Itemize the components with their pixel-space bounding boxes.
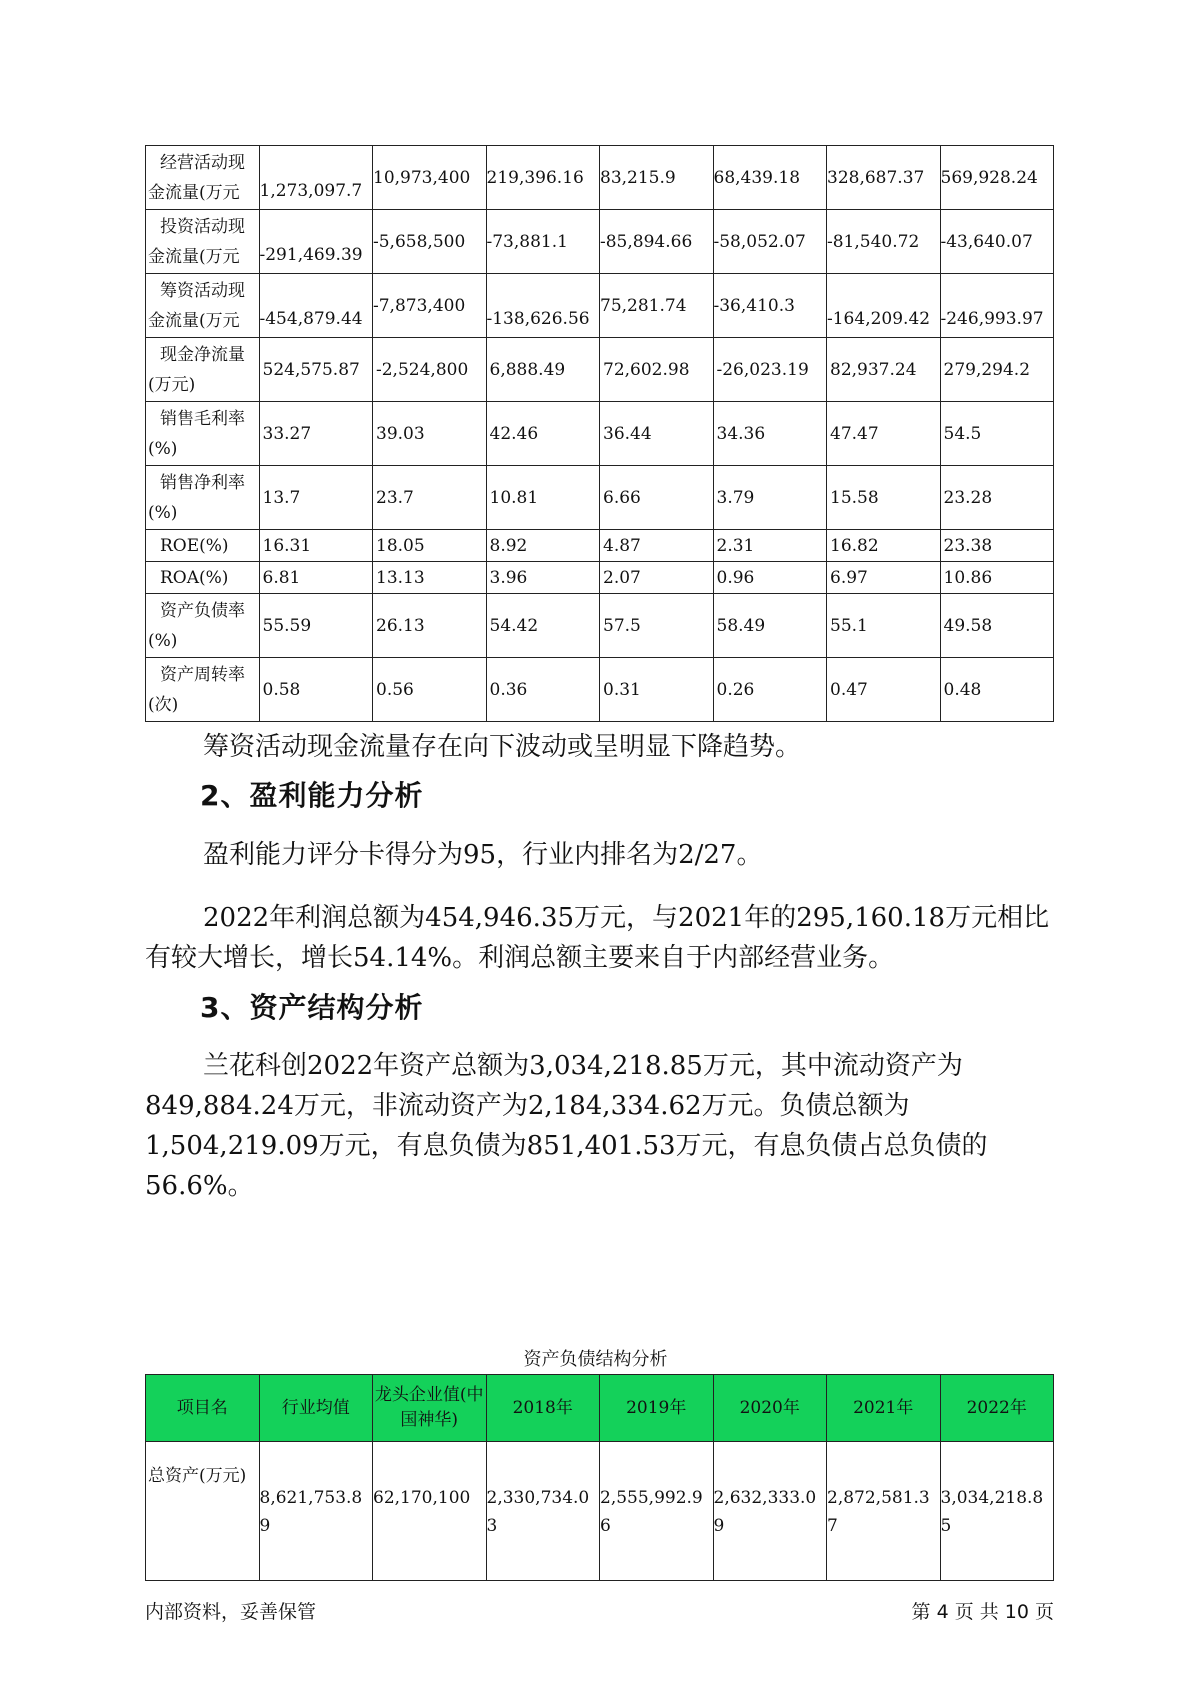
table-cell: 75,281.74 — [600, 274, 714, 338]
paragraph-profit-score: 盈利能力评分卡得分为95，行业内排名为2/27。 — [203, 840, 763, 870]
table-row — [146, 338, 1054, 402]
table-cell: 16.31 — [259, 530, 373, 562]
table-row — [146, 530, 1054, 562]
row-label — [146, 402, 260, 466]
header-cell: 2021年 — [827, 1375, 941, 1442]
table-cell: 3,034,218.85 — [940, 1442, 1054, 1581]
table-cell: 0.36 — [486, 658, 600, 722]
row-label-line: (%) — [148, 630, 178, 651]
table-row — [146, 466, 1054, 530]
row-label-line: 资产负债率 — [160, 600, 245, 621]
table-cell: 3.96 — [486, 562, 600, 594]
table-cell: 68,439.18 — [713, 146, 827, 210]
row-label-line: ROA(%) — [160, 567, 229, 588]
table-row — [146, 402, 1054, 466]
table-cell: 2,872,581.37 — [827, 1442, 941, 1581]
table-cell: -58,052.07 — [713, 210, 827, 274]
table-cell: 2,555,992.96 — [600, 1442, 714, 1581]
row-label — [146, 146, 260, 210]
header-cell: 行业均值 — [259, 1375, 373, 1442]
row-label — [146, 658, 260, 722]
table-cell: 23.38 — [940, 530, 1054, 562]
paragraph-total-profit: 2022年利润总额为454,946.35万元，与2021年的295,160.18万元相比有较大增长，增长54.14%。利润总额主要来自于内部经营业务。 — [145, 903, 1050, 973]
row-label-line: 销售净利率 — [160, 472, 245, 493]
row-label — [146, 274, 260, 338]
table-cell: 55.1 — [827, 594, 941, 658]
row-label — [146, 562, 260, 594]
table-cell: 23.7 — [373, 466, 487, 530]
table-cell: 83,215.9 — [600, 146, 714, 210]
table-cell: 0.47 — [827, 658, 941, 722]
table-cell: 2,330,734.03 — [486, 1442, 600, 1581]
table-cell: 10.81 — [486, 466, 600, 530]
table-row — [146, 1442, 1054, 1581]
table-cell: 49.58 — [940, 594, 1054, 658]
table-cell: 0.48 — [940, 658, 1054, 722]
table-row — [146, 562, 1054, 594]
table-header-row — [146, 1375, 1054, 1442]
table-cell: -291,469.39 — [259, 210, 373, 274]
table-cell: 0.58 — [259, 658, 373, 722]
row-label-line: 金流量(万元 — [148, 182, 240, 203]
table-cell: 34.36 — [713, 402, 827, 466]
row-label — [146, 466, 260, 530]
table-cell: -454,879.44 — [259, 274, 373, 338]
header-cell: 2019年 — [600, 1375, 714, 1442]
table-cell: 8.92 — [486, 530, 600, 562]
row-label — [146, 210, 260, 274]
table-cell: 54.42 — [486, 594, 600, 658]
table-cell: 0.26 — [713, 658, 827, 722]
table-cell: -26,023.19 — [713, 338, 827, 402]
table-cell: 6,888.49 — [486, 338, 600, 402]
balance-structure-table — [145, 1374, 1054, 1581]
table-cell: 3.79 — [713, 466, 827, 530]
table-cell: -5,658,500 — [373, 210, 487, 274]
row-label — [146, 338, 260, 402]
table-cell: -43,640.07 — [940, 210, 1054, 274]
section-heading-profitability: 2、盈利能力分析 — [200, 779, 424, 812]
table-cell: 2.31 — [713, 530, 827, 562]
table-cell: 36.44 — [600, 402, 714, 466]
row-label-line: 筹资活动现 — [160, 280, 245, 301]
table-cell: 10.86 — [940, 562, 1054, 594]
section-heading-asset-structure: 3、资产结构分析 — [200, 991, 424, 1024]
row-label-line: 销售毛利率 — [160, 408, 245, 429]
table-cell: 16.82 — [827, 530, 941, 562]
header-cell: 2022年 — [940, 1375, 1054, 1442]
table-cell: 47.47 — [827, 402, 941, 466]
table-row — [146, 658, 1054, 722]
table-cell: 328,687.37 — [827, 146, 941, 210]
table-cell: 26.13 — [373, 594, 487, 658]
row-label: 总资产(万元) — [146, 1442, 260, 1581]
row-label-line: 资产周转率 — [160, 664, 245, 685]
table-cell: 0.56 — [373, 658, 487, 722]
table-cell: 2.07 — [600, 562, 714, 594]
table-cell: 33.27 — [259, 402, 373, 466]
table-cell: 279,294.2 — [940, 338, 1054, 402]
table-row — [146, 274, 1054, 338]
table-cell: -7,873,400 — [373, 274, 487, 338]
table-cell: -138,626.56 — [486, 274, 600, 338]
footer-page-number: 第 4 页 共 10 页 — [911, 1601, 1054, 1623]
financial-indicators-table — [145, 145, 1054, 722]
table-cell: 18.05 — [373, 530, 487, 562]
table-cell: 524,575.87 — [259, 338, 373, 402]
table-row — [146, 210, 1054, 274]
table-cell: 6.97 — [827, 562, 941, 594]
table-cell: -36,410.3 — [713, 274, 827, 338]
row-label-line: 金流量(万元 — [148, 310, 240, 331]
table-cell: 6.66 — [600, 466, 714, 530]
paragraph-asset-summary: 兰花科创2022年资产总额为3,034,218.85万元，其中流动资产为849,884.24万元，非流动资产为2,184,334.62万元。负债总额为1,504,219.09万元，有息负债为851,401.53万元，有息负债占总负债的56.6%。 — [145, 1051, 988, 1201]
table-cell: 58.49 — [713, 594, 827, 658]
row-label-line: (%) — [148, 438, 178, 459]
table-cell: 57.5 — [600, 594, 714, 658]
row-label-line: ROE(%) — [160, 535, 229, 556]
header-cell: 项目名 — [146, 1375, 260, 1442]
table-cell: 10,973,400 — [373, 146, 487, 210]
table-cell: 8,621,753.89 — [259, 1442, 373, 1581]
table-cell: 569,928.24 — [940, 146, 1054, 210]
row-label-line: 金流量(万元 — [148, 246, 240, 267]
table-cell: 4.87 — [600, 530, 714, 562]
row-label-line: 现金净流量 — [160, 344, 245, 365]
header-cell: 2020年 — [713, 1375, 827, 1442]
table-cell: 219,396.16 — [486, 146, 600, 210]
table-cell: 55.59 — [259, 594, 373, 658]
row-label — [146, 594, 260, 658]
paragraph-financing-trend: 筹资活动现金流量存在向下波动或呈明显下降趋势。 — [203, 732, 802, 762]
header-cell: 龙头企业值(中国神华) — [373, 1375, 487, 1442]
table-cell: 54.5 — [940, 402, 1054, 466]
table-row — [146, 146, 1054, 210]
table-cell: 6.81 — [259, 562, 373, 594]
table-cell: 72,602.98 — [600, 338, 714, 402]
row-label — [146, 530, 260, 562]
table-cell: 23.28 — [940, 466, 1054, 530]
table-cell: 13.7 — [259, 466, 373, 530]
table-cell: -73,881.1 — [486, 210, 600, 274]
table-cell: -85,894.66 — [600, 210, 714, 274]
table-cell: -81,540.72 — [827, 210, 941, 274]
table-row — [146, 594, 1054, 658]
footer-confidential-note: 内部资料，妥善保管 — [145, 1601, 317, 1623]
table-cell: 62,170,100 — [373, 1442, 487, 1581]
table-cell: 1,273,097.7 — [259, 146, 373, 210]
header-cell: 2018年 — [486, 1375, 600, 1442]
row-label-line: (万元) — [148, 374, 196, 395]
table-cell: 0.96 — [713, 562, 827, 594]
table-cell: 42.46 — [486, 402, 600, 466]
row-label-line: (%) — [148, 502, 178, 523]
table-cell: -164,209.42 — [827, 274, 941, 338]
table-cell: -2,524,800 — [373, 338, 487, 402]
table-cell: 0.31 — [600, 658, 714, 722]
table-cell: 39.03 — [373, 402, 487, 466]
table-cell: 15.58 — [827, 466, 941, 530]
table-caption: 资产负债结构分析 — [523, 1349, 668, 1370]
row-label-line: 经营活动现 — [160, 152, 245, 173]
row-label-line: 投资活动现 — [160, 216, 245, 237]
row-label-line: (次) — [148, 694, 179, 715]
table-cell: 2,632,333.09 — [713, 1442, 827, 1581]
table-cell: -246,993.97 — [940, 274, 1054, 338]
table-cell: 82,937.24 — [827, 338, 941, 402]
table-cell: 13.13 — [373, 562, 487, 594]
